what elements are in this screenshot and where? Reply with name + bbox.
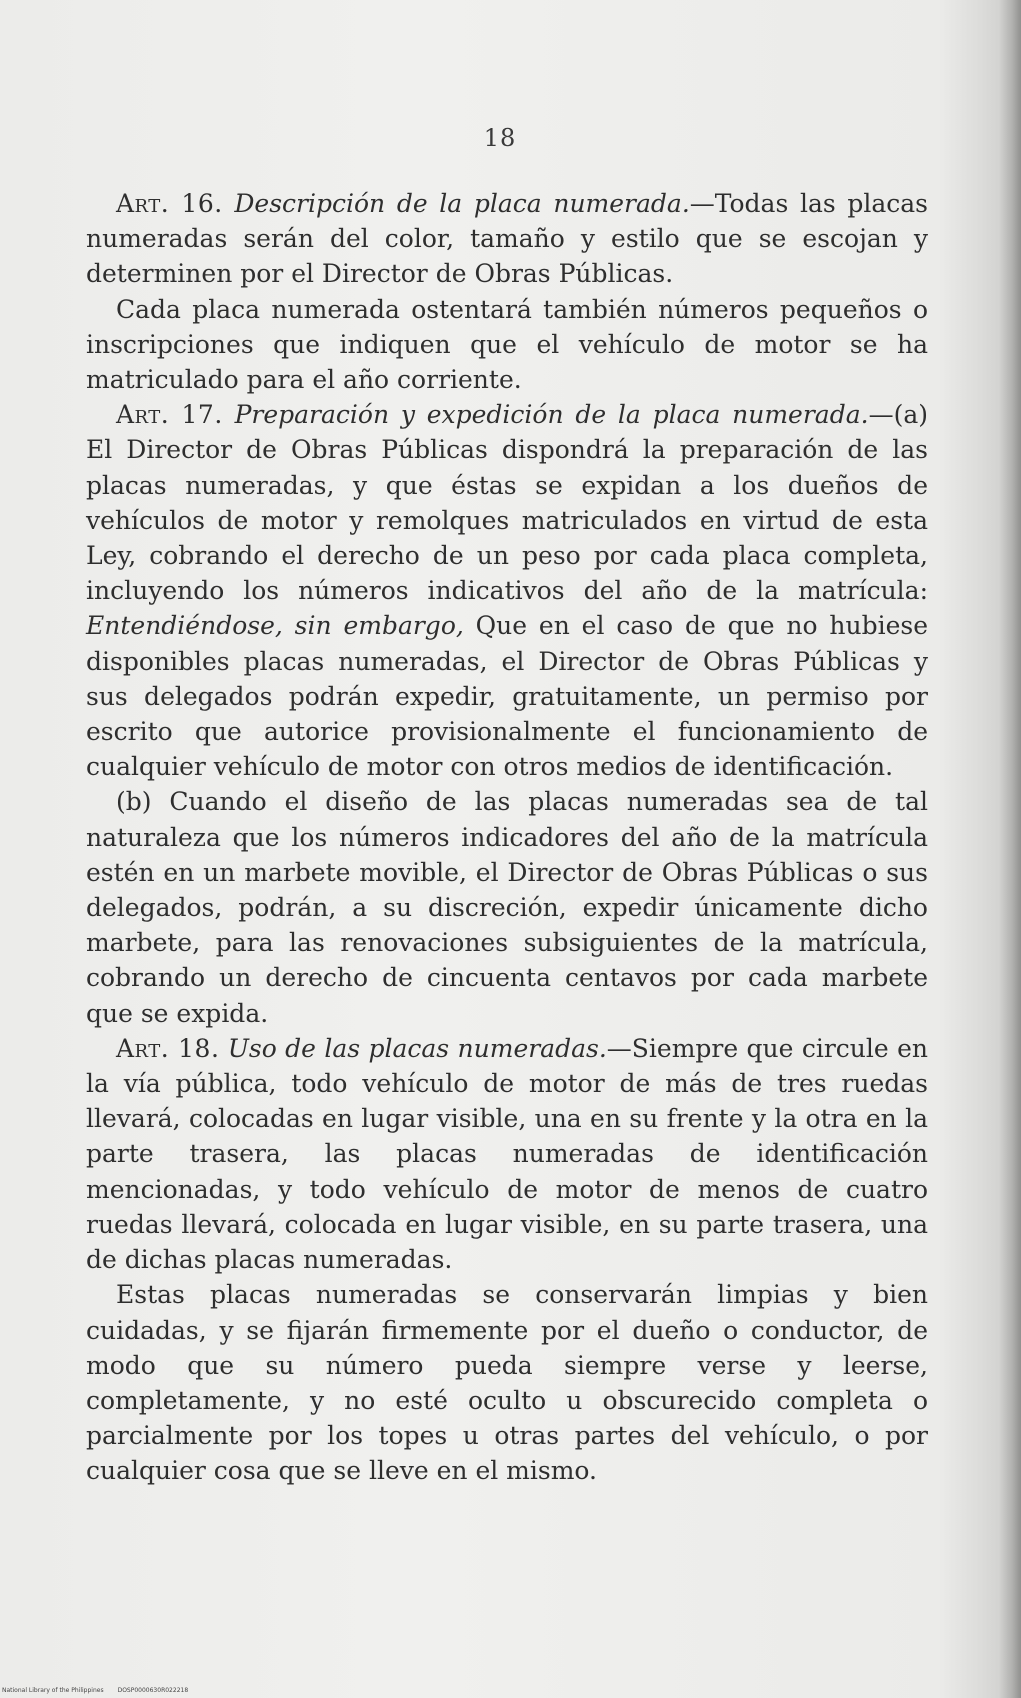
article-heading: Descripción de la placa numerada.	[234, 189, 690, 218]
proviso-emphasis: Entendiéndose, sin embargo,	[86, 611, 464, 641]
article-label: Art. 16.	[116, 189, 223, 218]
article-16-paragraph	[86, 186, 928, 292]
article-heading: Uso de las placas numeradas.	[227, 1033, 607, 1063]
article-label: Art. 17.	[116, 400, 223, 430]
footer-identifier: DOSP0000630R022218	[117, 1687, 189, 1694]
article-17-paragraph	[86, 397, 928, 784]
footer-library: National Library of the Philippines	[2, 1687, 104, 1694]
article-label: Art. 18.	[116, 1033, 220, 1063]
page-edge-shadow	[999, 0, 1021, 1698]
scan-footer	[2, 1687, 188, 1694]
body-text	[86, 186, 928, 1489]
article-17b-paragraph	[86, 784, 928, 1030]
article-text: —Siempre que circule en la vía pública, todo vehículo de motor de más de tres ruedas llevará, colocadas en lugar visible, una en su frente y la otra en la parte trasera, las placas numeradas de identificación mencionadas, y todo vehículo de motor de menos de cuatro ruedas llevará, colocada en lugar visible, en su parte trasera, una de dichas placas numeradas.	[86, 1033, 928, 1275]
paragraph-text: Cada placa numerada ostentará también números pequeños o inscripciones que indiquen que el vehículo de motor se ha matriculado para el año corriente.	[86, 294, 928, 395]
article-heading: Preparación y expedición de la placa numerada.	[234, 400, 869, 430]
article-18-paragraph	[86, 1031, 928, 1277]
article-18-continuation-paragraph	[86, 1277, 928, 1488]
article-text: —(a) El Director de Obras Públicas dispondrá la preparación de las placas numeradas, y que éstas se expidan a los dueños de vehículos de motor y remolques matriculados en virtud de esta Ley, cobrando el derecho de un peso por cada placa completa, incluyendo los números indicativos del año de la matrícula:	[86, 400, 928, 606]
paragraph-text: Estas placas numeradas se conservarán limpias y bien cuidadas, y se fijarán firmemente por el dueño o conductor, de modo que su número pueda siempre verse y leerse, completamente, y no esté oculto u obscurecido completa o parcialmente por los topes u otras partes del vehículo, o por cualquier cosa que se lleve en el mismo.	[86, 1280, 928, 1486]
article-16-continuation-paragraph	[86, 292, 928, 398]
page-number: 18	[483, 124, 517, 152]
article-text: —Todas las placas numeradas serán del color, tamaño y estilo que se escojan y determinen por el Director de Obras Públicas.	[86, 189, 929, 289]
paragraph-text: (b) Cuando el diseño de las placas numeradas sea de tal naturaleza que los números indicadores del año de la matrícula estén en un marbete movible, el Director de Obras Públicas o sus delegados, podrán, a su discreción, expedir únicamente dicho marbete, para las renovaciones subsiguientes de la matrícula, cobrando un derecho de cincuenta centavos por cada marbete que se expida.	[86, 787, 928, 1028]
proviso-text: Que en el caso de que no hubiese disponibles placas numeradas, el Director de Obras Públicas y sus delegados podrán expedir, gratuitamente, un permiso por escrito que autorice provisionalmente el funcionamiento de cualquier vehículo de motor con otros medios de identificación.	[86, 611, 928, 782]
